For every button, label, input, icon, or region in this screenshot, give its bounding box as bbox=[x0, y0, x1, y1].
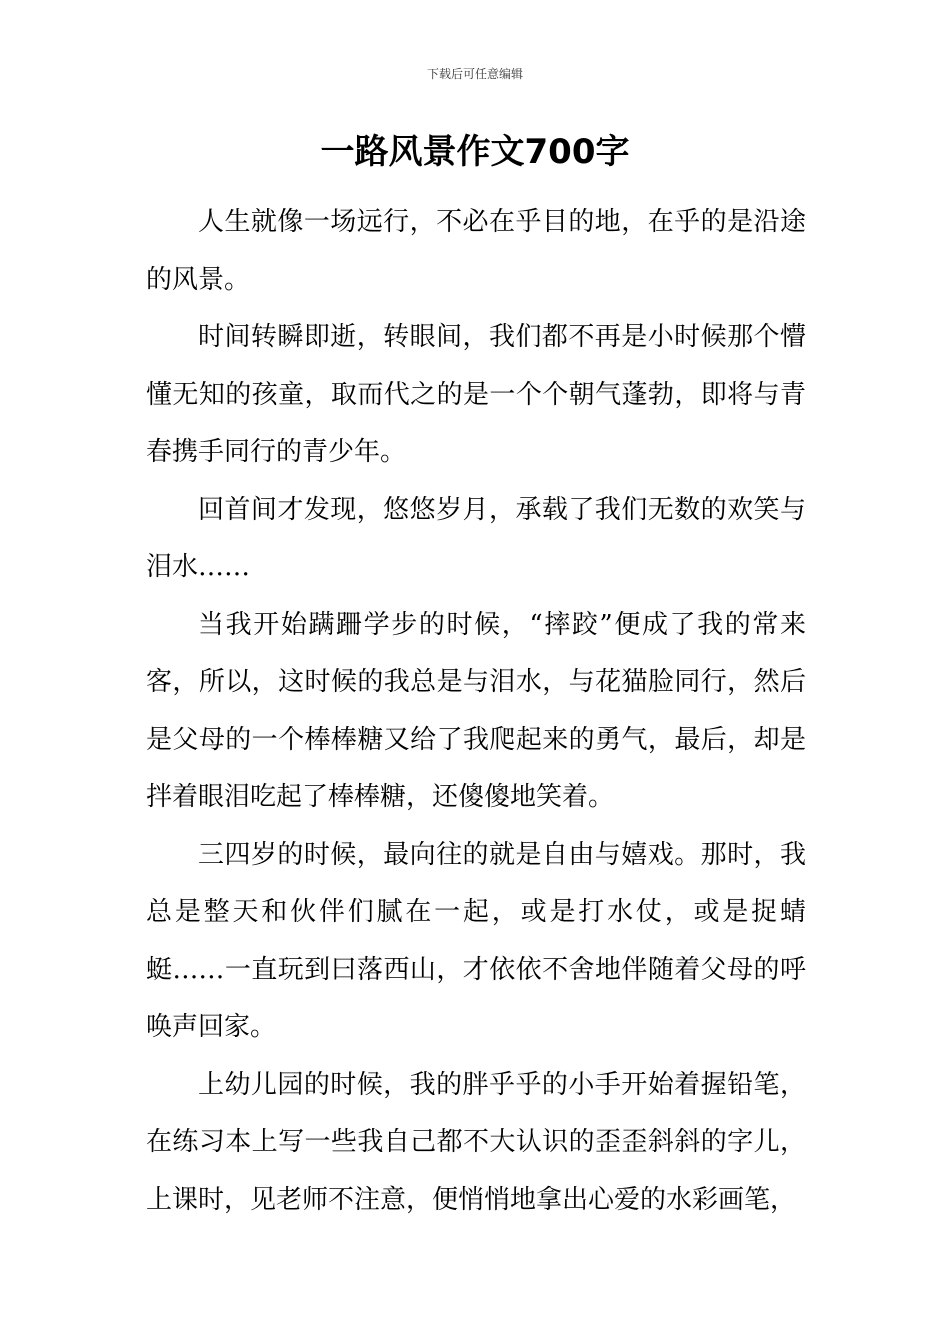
header-note: 下载后可任意编辑 bbox=[426, 67, 523, 81]
paragraph: 当我开始蹒跚学步的时候，“摔跤”便成了我的常来客，所以，这时候的我总是与泪水，与花猫脸同行，然后是父母的一个棒棒糖又给了我爬起来的勇气，最后，却是拌着眼泪吃起了棒棒糖，还傻傻地笑着。 bbox=[146, 609, 806, 812]
paragraph: 上幼儿园的时候，我的胖乎乎的小手开始着握铅笔，在练习本上写一些我自己都不大认识的歪歪斜斜的字儿，上课时，见老师不注意，便悄悄地拿出心爱的水彩画笔， bbox=[146, 1069, 806, 1215]
paragraph: 人生就像一场远行，不必在乎目的地，在乎的是沿途的风景。 bbox=[146, 207, 806, 295]
paragraph: 回首间才发现，悠悠岁月，承载了我们无数的欢笑与泪水…… bbox=[146, 494, 806, 582]
paragraph: 时间转瞬即逝，转眼间，我们都不再是小时候那个懵懂无知的孩童，取而代之的是一个个朝气蓬勃，即将与青春携手同行的青少年。 bbox=[146, 322, 806, 467]
document-title: 一路风景作文700字 bbox=[320, 132, 630, 172]
document-body bbox=[146, 194, 806, 1229]
paragraph: 三四岁的时候，最向往的就是自由与嬉戏。那时，我总是整天和伙伴们腻在一起，或是打水仗，或是捉蜻蜓……一直玩到曰落西山，才依依不舍地伴随着父母的呼唤声回家。 bbox=[146, 839, 806, 1042]
